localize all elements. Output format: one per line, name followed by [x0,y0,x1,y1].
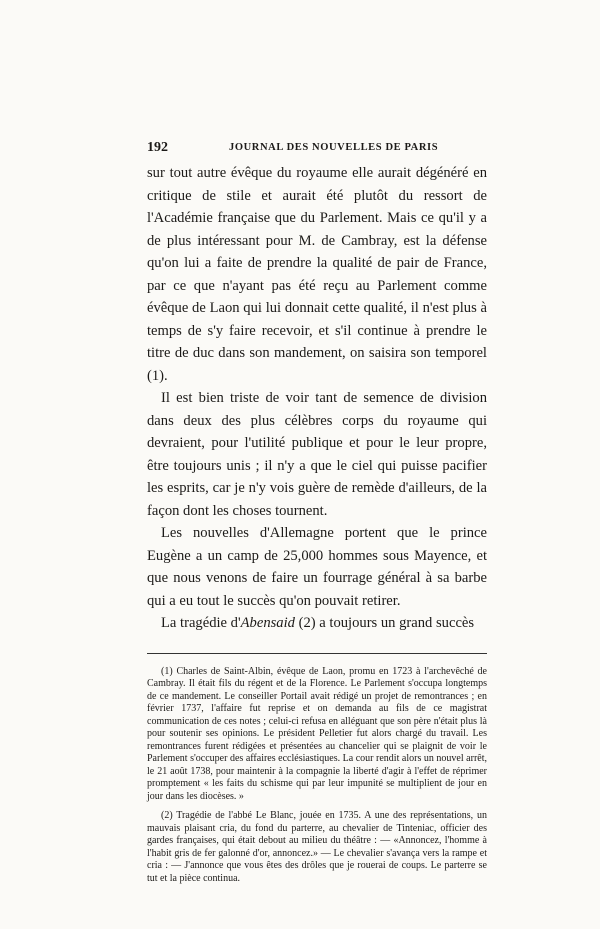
footnotes [147,666,487,886]
paragraph-1: sur tout autre évêque du royaume elle aurait dégénéré en critique de stile et aurait été plutôt du ressort de l'Académie française que du Parlement. Mais ce qu'il y a de plus intéressant pour M. de Cambray, est la défense qu'on lui a faite de prendre la qualité de pair de France, par ce que n'ayant pas été reçu au Parlement comme évêque de Laon qui lui donnait cette qualité, il n'est plus à temps de s'y faire recevoir, et s'il continue à prendre le titre de duc dans son mandement, on saisira son temporel (1). [147,165,487,384]
paragraph-4-start: La tragédie d' [161,615,241,631]
footnote-divider [147,653,487,654]
paragraph-4-end: (2) a toujours un grand succès [294,615,475,631]
document-page [147,140,487,892]
paragraph-4 [147,612,487,635]
running-title: JOURNAL DES NOUVELLES DE PARIS [229,142,439,153]
paragraph-2: Il est bien triste de voir tant de semence de division dans deux des plus célèbres corps du royaume qui devraient, pour l'utilité publique et pour le leur propre, être toujours unis ; il n'y a que le ciel qui puisse pacifier les esprits, car je n'y vois guère de remède d'ailleurs, de la façon dont les choses tournent. [147,390,487,519]
page-number: 192 [147,140,168,155]
footnote-2: (2) Tragédie de l'abbé Le Blanc, jouée en 1735. A une des représentations, un mauvais plaisant cria, du fond du parterre, au chevalier de Tinteniac, officier des gardes françaises, qui était debout au milieu du théâtre : — «Annoncez, l'homme à l'habit gris de fer galonné d'or, annoncez.» — Le chevalier s'avança vers la rampe et cria : — J'annonce que vous êtes des drôles que je rouerai de coups. Le parterre se tut et la pièce continua. [147,810,487,884]
paragraph-3: Les nouvelles d'Allemagne portent que le prince Eugène a un camp de 25,000 hommes sous Mayence, et que nous venons de faire un fourrage général à sa barbe qui a eu tout le succès qu'on pouvait retirer. [147,525,487,609]
page-header [147,140,487,160]
body-text [147,162,487,635]
play-title: Abensaid [240,615,295,631]
footnote-1: (1) Charles de Saint-Albin, évêque de Laon, promu en 1723 à l'archevêché de Cambray. Il était fils du régent et de la Florence. Le Parlement s'occupa longtemps de ce mandement. Le conseiller Portail avait rédigé un projet de remontrances ; en février 1737, l'affaire fut reprise et on demanda au fils de ce magistrat communication de ces notes ; celui-ci refusa en alléguant que son père n'était plus là pour soutenir ses opinions. Le président Pelletier fut alors chargé du travail. Les remontrances furent rédigées et présentées au chancelier qui se plaignit de voir le Parlement s'occuper des affaires ecclésiastiques. La cour rendit alors un nouvel arrêt, le 21 août 1738, pour maintenir à la compagnie la liberté d'agir à l'effet de réprimer promptement « les faits du schisme qui par leur impunité se multiplient de jour en jour dans les diocèses. » [147,665,487,802]
